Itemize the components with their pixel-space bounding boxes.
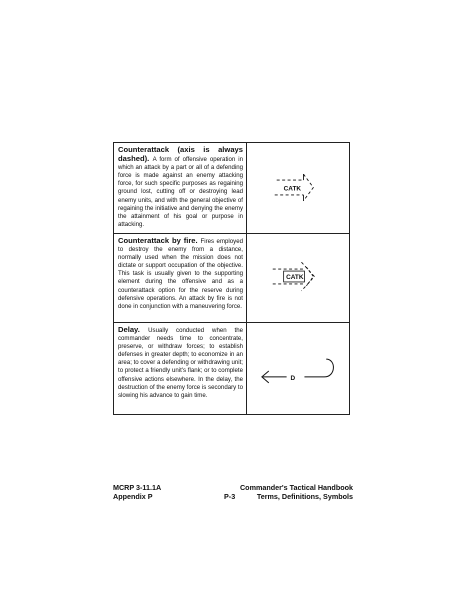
appendix-label: Appendix P (113, 492, 153, 501)
counterattack-by-fire-icon (247, 234, 349, 322)
symbol-label: D (290, 374, 296, 382)
section-title: Terms, Definitions, Symbols (256, 492, 353, 501)
definition-cell (114, 323, 247, 414)
term-definition: A form of offensive operation in which an attack by a part or all of a defending force is made against an enemy attacking force, for such specific purposes as regaining ground lost, cutting off or destroying lead enemy units, and with the general objective of regaining the initiative and denying the enemy the attainment of his goal or purpose in attacking. (118, 156, 243, 228)
counterattack-axis-icon (247, 143, 349, 233)
symbol-label: CATK (286, 273, 304, 281)
terms-table (113, 142, 350, 415)
page-footer (113, 483, 353, 501)
handbook-title: Commander's Tactical Handbook (239, 483, 353, 492)
page-number: P-3 (224, 492, 236, 501)
definition-cell (114, 143, 247, 233)
table-row (114, 322, 349, 414)
table-row (114, 233, 349, 322)
definition-cell (114, 234, 247, 322)
symbol-label: CATK (283, 185, 302, 193)
symbol-cell (247, 234, 349, 322)
term-title: Counterattack by fire. (118, 236, 201, 245)
term-title: Delay. (118, 325, 149, 334)
delay-icon (247, 323, 349, 414)
term-definition: Usually conducted when the commander needs time to concentrate, preserve, or withdraw forces; to establish defenses in greater depth; to economize in an area; to cover a defending or withdrawing unit; to protect a friendly unit's flank; or to complete offensive actions elsewhere. In the delay, the destruction of the enemy force is secondary to slowing his advance to gain time. (118, 327, 243, 399)
term-definition: Fires employed to destroy the enemy from a distance, normally used when the mission does not dictate or support occupation of the objective. This task is usually given to the supporting element during the offensive and as a counterattack option for the reserve during defensive operations. An attack by fire is not done in conjunction with a maneuvering force. (118, 238, 243, 310)
symbol-cell (247, 323, 349, 414)
publication-id: MCRP 3-11.1A (113, 483, 162, 492)
symbol-cell (247, 143, 349, 233)
term-title: Counterattack (axis is always dashed). (118, 145, 243, 164)
table-row (114, 143, 349, 233)
